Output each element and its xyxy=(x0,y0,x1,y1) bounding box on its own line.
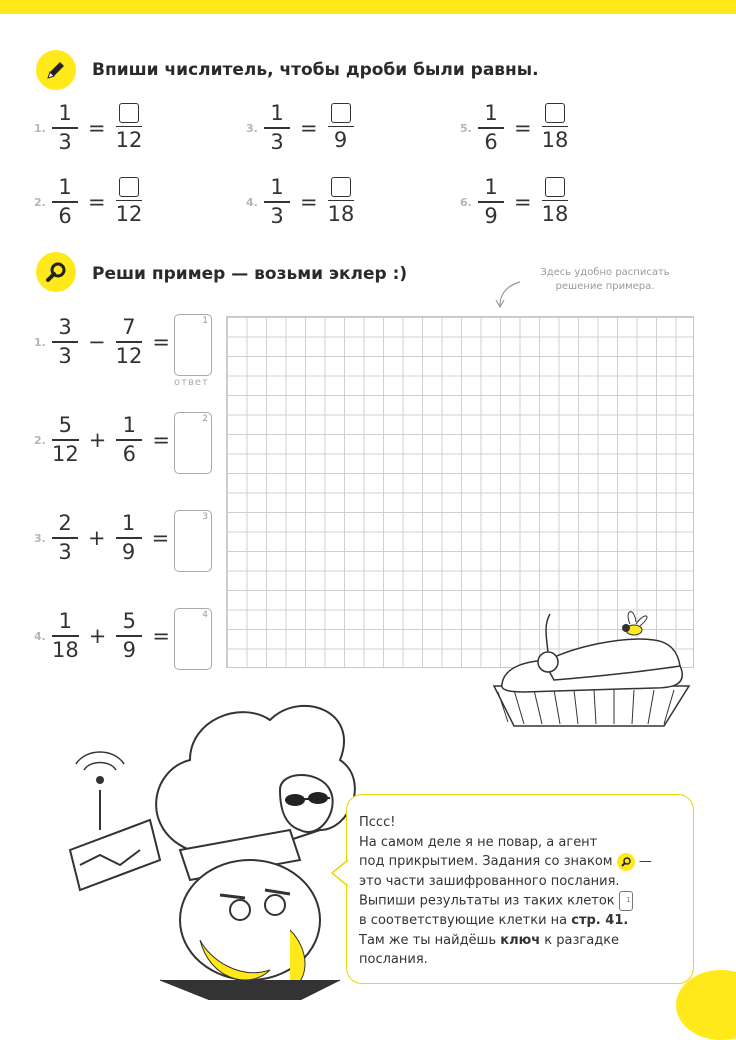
task1-exercise-5: 5. $\frac{1}{6}$ = 18 xyxy=(460,101,569,154)
task1-exercise-2: 2. $\frac{1}{6}$ = 12 xyxy=(34,175,143,228)
bubble-line: На самом деле я не повар, а агент xyxy=(359,834,598,850)
chef-agent-illustration xyxy=(40,680,360,1000)
answer-box-2[interactable]: 2 xyxy=(174,412,212,474)
numerator-input[interactable] xyxy=(331,177,351,197)
numerator-input[interactable] xyxy=(545,177,565,197)
bubble-line: послания. xyxy=(359,952,428,967)
bubble-tail xyxy=(330,858,350,888)
task1-exercise-1: 1. $\frac{1}{3}$ = 12 xyxy=(34,101,143,154)
task2-exercise-3: 3. $\frac{2}{3}$ + $\frac{1}{9}$ = xyxy=(34,511,170,564)
top-yellow-bar xyxy=(0,0,736,14)
hint-text: Здесь удобно расписать решение примера. xyxy=(540,267,670,292)
answer-box-3[interactable]: 3 xyxy=(174,510,212,572)
task1-title: Впиши числитель, чтобы дроби были равны. xyxy=(92,60,539,80)
task2-exercise-2: 2. $\frac{5}{12}$ + $\frac{1}{6}$ = xyxy=(34,413,170,466)
answer-label: ответ xyxy=(174,377,209,388)
answer-box-4[interactable]: 4 xyxy=(174,608,212,670)
pencil-icon xyxy=(36,50,76,90)
bubble-line: это части зашифрованного послания. xyxy=(359,873,620,889)
numerator-input[interactable] xyxy=(119,177,139,197)
task2-title: Реши пример — возьми эклер :) xyxy=(92,264,408,284)
task1-exercise-3: 3. $\frac{1}{3}$ = 9 xyxy=(246,98,354,158)
task1-exercise-4: 4. $\frac{1}{3}$ = 18 xyxy=(246,175,355,228)
numerator-input[interactable] xyxy=(545,103,565,123)
hint-arrow-icon xyxy=(494,278,524,310)
numerator-input[interactable] xyxy=(331,103,351,123)
task2-exercise-4: 4. $\frac{1}{18}$ + $\frac{5}{9}$ = xyxy=(34,609,170,662)
magnifier-icon xyxy=(617,853,635,871)
task2-exercise-1: 1. $\frac{3}{3}$ − $\frac{7}{12}$ = xyxy=(34,315,170,368)
bubble-line: Там же ты найдёшь ключ к разгадке xyxy=(359,932,620,948)
bubble-line: Выпиши результаты из таких клеток 1 xyxy=(359,891,677,911)
numerator-input[interactable] xyxy=(119,103,139,123)
bubble-line: в соответствующие клетки на стр. 41. xyxy=(359,913,629,928)
speech-bubble xyxy=(346,794,694,984)
bubble-line: Пссс! xyxy=(359,815,396,830)
bubble-line: под прикрытием. Задания со знаком — xyxy=(359,854,652,869)
task1-exercise-6: 6. $\frac{1}{9}$ = 18 xyxy=(460,175,569,228)
mini-box-icon: 1 xyxy=(619,891,633,911)
magnifier-icon xyxy=(36,252,76,292)
eclair-illustration xyxy=(484,596,704,746)
answer-box-1[interactable]: 1 xyxy=(174,314,212,376)
